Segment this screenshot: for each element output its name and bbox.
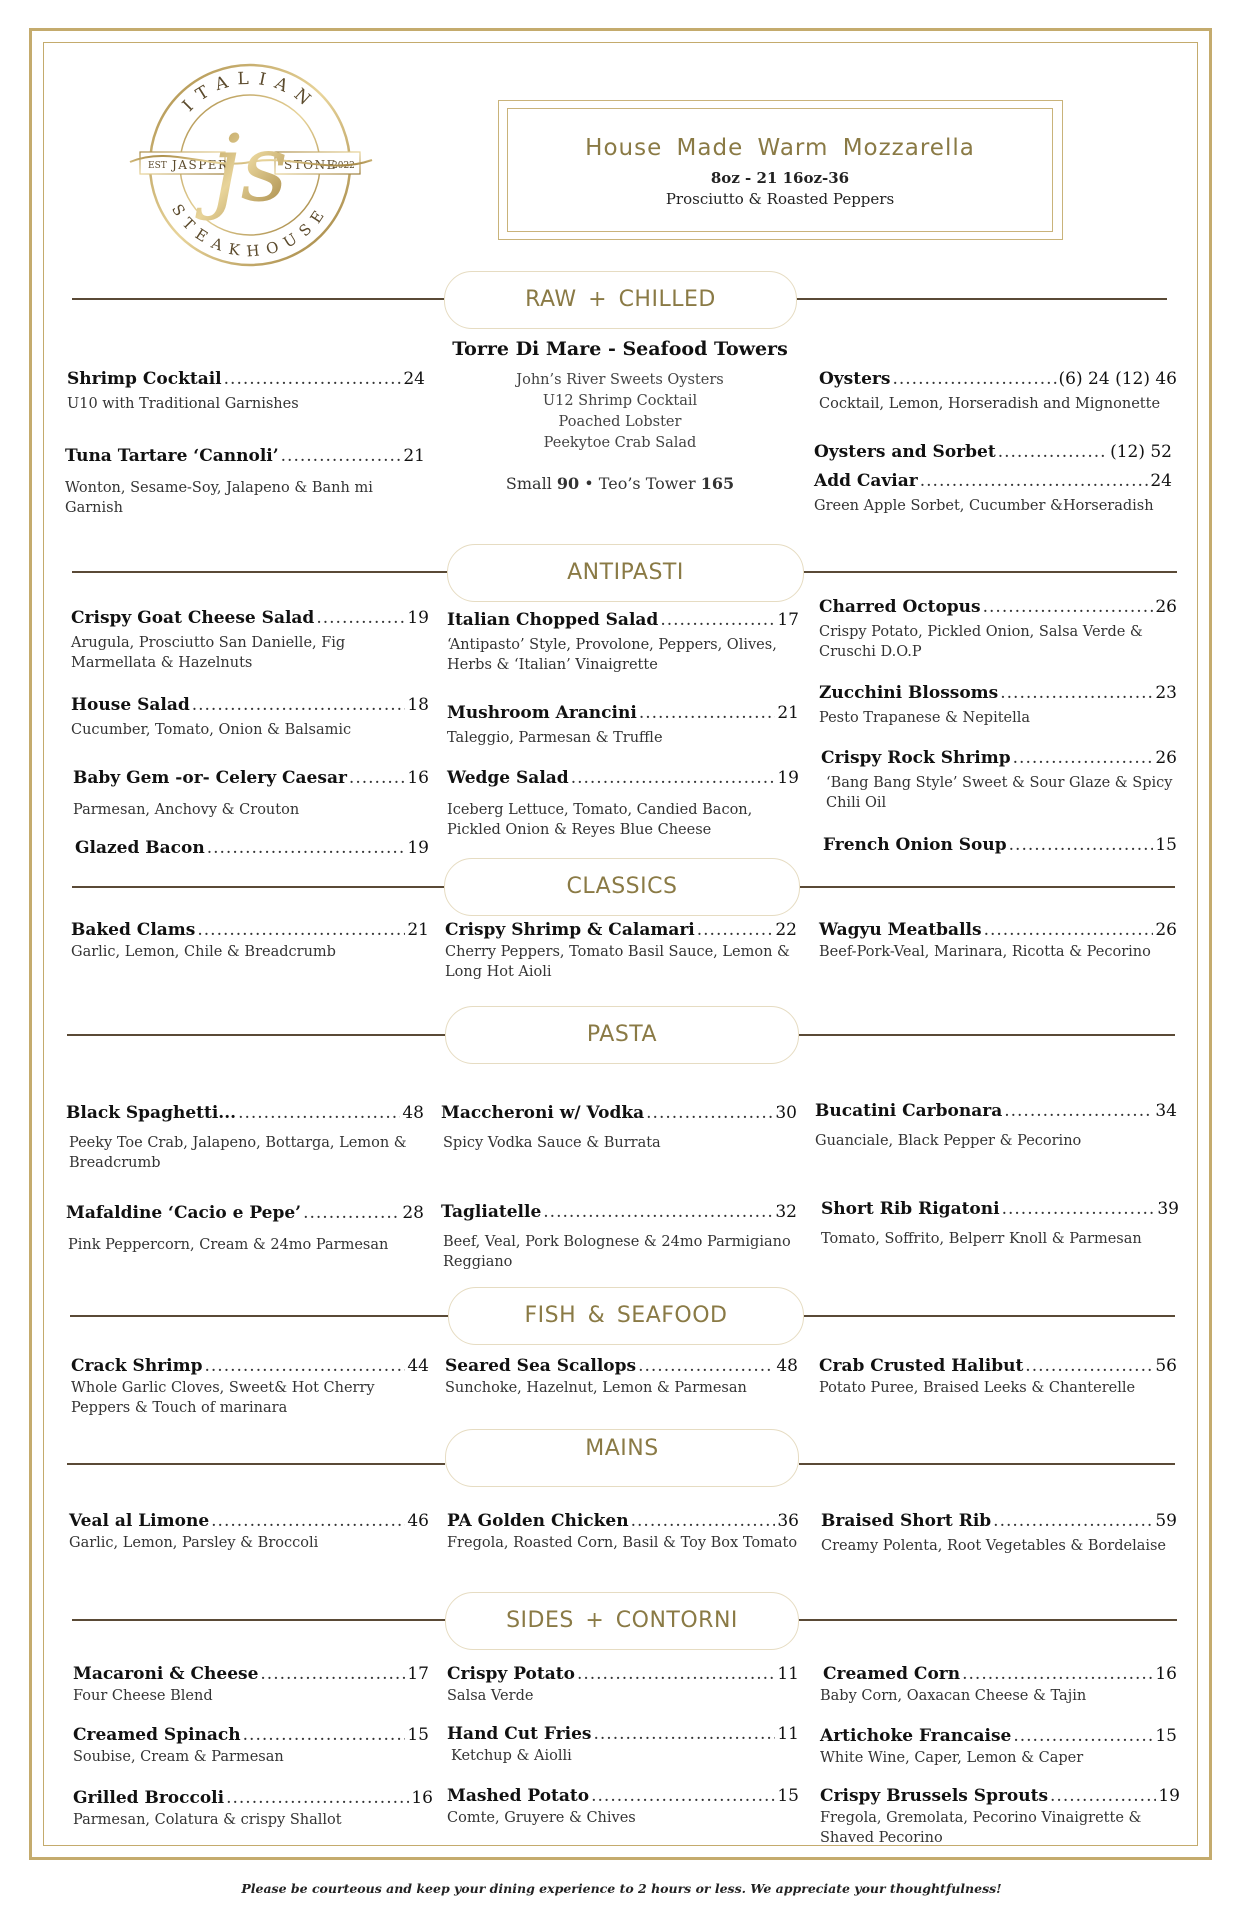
menu-item-tuna-tartare <box>65 446 425 519</box>
item-description: Soubise, Cream & Parmesan <box>73 1749 284 1765</box>
menu-item-oysters <box>819 369 1177 414</box>
item-description: Parmesan, Anchovy & Crouton <box>73 802 300 818</box>
item-name: Wagyu Meatballs <box>819 920 982 940</box>
item-description: Pink Peppercorn, Cream & 24mo Parmesan <box>68 1237 389 1253</box>
tower-item: U12 Shrimp Cocktail <box>542 393 698 410</box>
item-price: 48 <box>402 1103 424 1123</box>
item-price: 59 <box>1155 1511 1177 1531</box>
menu-item-wedge-salad <box>447 768 799 841</box>
item-name: Add Caviar <box>814 471 918 491</box>
section-rule <box>798 886 1175 888</box>
tower-separator: • <box>584 474 594 494</box>
item-description: Crispy Potato, Pickled Onion, Salsa Verde & Cruschi D.O.P <box>819 624 1143 661</box>
item-description: Cherry Peppers, Tomato Basil Sauce, Lemon & Long Hot Aioli <box>445 944 790 981</box>
item-price: 48 <box>776 1356 798 1376</box>
section-sides: SIDES + CONTORNI <box>445 1592 799 1650</box>
item-price: 22 <box>775 920 797 940</box>
item-name: Wedge Salad <box>447 768 569 788</box>
menu-item-black-spaghetti <box>66 1103 424 1174</box>
menu-item-charred-octopus <box>819 597 1177 663</box>
item-name: Mafaldine ‘Cacio e Pepe’ <box>66 1203 302 1223</box>
menu-item-golden-chicken <box>447 1511 799 1553</box>
item-price: 46 <box>407 1511 429 1531</box>
item-price: 17 <box>777 610 799 630</box>
item-price: 28 <box>402 1203 424 1223</box>
section-rule <box>72 298 444 300</box>
item-name: Maccheroni w/ Vodka <box>441 1103 645 1123</box>
svg-text:ITALIAN <box>179 69 321 116</box>
menu-item-crispy-potato <box>447 1664 799 1706</box>
seafood-tower <box>440 338 800 493</box>
footer-note: Please be courteous and keep your dining experience to 2 hours or less. We appreciate your thoughtfulness! <box>241 1881 1002 1896</box>
item-name: Glazed Bacon <box>75 838 205 858</box>
tower-item: Peekytoe Crab Salad <box>543 435 697 452</box>
section-rule <box>70 1315 448 1317</box>
menu-item-mashed-potato <box>447 1786 799 1828</box>
item-description: Comte, Gruyere & Chives <box>447 1810 636 1826</box>
item-price: 15 <box>777 1786 799 1806</box>
item-price: 15 <box>407 1725 429 1745</box>
section-rule <box>67 1463 445 1465</box>
menu-item-short-rib-rigatoni <box>821 1199 1179 1249</box>
menu-item-shrimp-cocktail <box>67 369 425 414</box>
item-name: Zucchini Blossoms <box>819 683 999 703</box>
section-rule <box>72 886 444 888</box>
item-name: Mushroom Arancini <box>447 703 637 723</box>
item-description: ‘Bang Bang Style’ Sweet & Sour Glaze & Spicy Chili Oil <box>826 775 1173 812</box>
logo-emblem <box>110 50 390 290</box>
section-raw-chilled: RAW + CHILLED <box>444 271 797 329</box>
item-price: (12) 52 <box>1110 442 1172 462</box>
item-name: Baby Gem -or- Celery Caesar <box>73 768 347 788</box>
item-price: 19 <box>407 608 429 628</box>
logo-monogram: js <box>212 115 288 222</box>
item-description: Peeky Toe Crab, Jalapeno, Bottarga, Lemon & Breadcrumb <box>69 1135 407 1172</box>
section-fish-seafood: FISH & SEAFOOD <box>448 1287 804 1345</box>
menu-item-arancini <box>447 703 799 748</box>
tower-small-label: Small <box>505 474 552 494</box>
item-description: Ketchup & Aiolli <box>451 1748 572 1764</box>
menu-item-baked-clams <box>71 920 429 962</box>
item-description: Cocktail, Lemon, Horseradish and Mignonette <box>819 396 1161 412</box>
item-price: 19 <box>1158 1786 1180 1806</box>
tower-large-price: 165 <box>700 474 735 494</box>
item-price: 21 <box>403 446 425 466</box>
item-name: Creamed Corn <box>823 1664 961 1684</box>
item-description: Potato Puree, Braised Leeks & Chanterelle <box>819 1380 1136 1396</box>
menu-item-creamed-spinach <box>73 1725 429 1767</box>
menu-item-veal-limone <box>69 1511 429 1553</box>
section-rule <box>797 1619 1177 1621</box>
menu-item-grilled-broccoli <box>73 1788 433 1830</box>
item-name: Crispy Goat Cheese Salad <box>71 608 315 628</box>
item-name: House Salad <box>71 695 190 715</box>
item-price: 16 <box>1155 1664 1177 1684</box>
item-name: Baked Clams <box>71 920 196 940</box>
tower-item: Poached Lobster <box>558 414 682 431</box>
item-description: Parmesan, Colatura & crispy Shallot <box>73 1812 342 1828</box>
section-rule <box>797 1034 1175 1036</box>
feature-price: 8oz - 21 16oz-36 <box>710 169 850 187</box>
item-price: (6) 24 (12) 46 <box>1058 369 1177 389</box>
section-rule <box>67 1034 445 1036</box>
item-description: U10 with Traditional Garnishes <box>67 396 299 412</box>
item-price: 26 <box>1155 597 1177 617</box>
tower-small-price: 90 <box>556 474 580 494</box>
item-price: 16 <box>407 768 429 788</box>
logo-top-text: ITALIAN <box>178 68 321 116</box>
item-description: White Wine, Caper, Lemon & Caper <box>820 1750 1084 1766</box>
item-name: Crack Shrimp <box>71 1356 203 1376</box>
menu-item-vodka <box>441 1103 797 1153</box>
item-name: Hand Cut Fries <box>447 1724 592 1744</box>
menu-item-braised-short-rib <box>821 1511 1177 1556</box>
item-price: 32 <box>775 1202 797 1222</box>
item-price: 34 <box>1155 1101 1177 1121</box>
section-classics: CLASSICS <box>444 858 800 916</box>
item-description: Wonton, Sesame-Soy, Jalapeno & Banh mi Garnish <box>65 480 373 517</box>
item-description: Salsa Verde <box>447 1688 534 1704</box>
menu-item-mafaldine <box>66 1203 424 1255</box>
item-price: 21 <box>777 703 799 723</box>
item-description: Sunchoke, Hazelnut, Lemon & Parmesan <box>445 1380 747 1396</box>
menu-item-house-salad <box>71 695 429 740</box>
tower-item: John’s River Sweets Oysters <box>516 372 724 388</box>
item-name: Tuna Tartare ‘Cannoli’ <box>65 446 279 466</box>
item-description: Creamy Polenta, Root Vegetables & Bordelaise <box>821 1538 1167 1554</box>
item-price: 21 <box>407 920 429 940</box>
tower-large-label: Teo’s Tower <box>598 474 696 494</box>
section-rule <box>72 571 447 573</box>
item-price: 24 <box>403 369 425 389</box>
item-name: Black Spaghetti... <box>66 1103 237 1123</box>
menu-item-french-onion-soup <box>823 835 1177 855</box>
item-price: 11 <box>777 1724 799 1744</box>
item-description: Tomato, Soffrito, Belperr Knoll & Parmesan <box>821 1231 1142 1247</box>
menu-item-hand-cut-fries <box>447 1724 799 1766</box>
item-price: 23 <box>1155 683 1177 703</box>
item-name: Crispy Rock Shrimp <box>821 748 1011 768</box>
menu-item-goat-cheese-salad <box>71 608 429 674</box>
item-name: Shrimp Cocktail <box>67 369 222 389</box>
item-description: Baby Corn, Oaxacan Cheese & Tajin <box>820 1688 1087 1704</box>
item-name: Veal al Limone <box>69 1511 210 1531</box>
section-mains: MAINS <box>445 1429 799 1487</box>
item-price: 56 <box>1155 1356 1177 1376</box>
menu-item-wagyu-meatballs <box>819 920 1177 962</box>
item-price: 39 <box>1157 1199 1179 1219</box>
item-name: Tagliatelle <box>441 1202 542 1222</box>
restaurant-logo <box>110 50 390 290</box>
item-price: 26 <box>1155 920 1177 940</box>
item-description: Pesto Trapanese & Nepitella <box>819 710 1031 726</box>
item-description: ‘Antipasto’ Style, Provolone, Peppers, Olives, Herbs & ‘Italian’ Vinaigrette <box>447 637 777 674</box>
section-rule <box>799 1463 1175 1465</box>
section-pasta: PASTA <box>445 1006 799 1064</box>
menu-item-crack-shrimp <box>71 1356 429 1419</box>
item-price: 16 <box>411 1788 433 1808</box>
menu-item-mac-cheese <box>73 1664 429 1706</box>
item-description: Beef, Veal, Pork Bolognese & 24mo Parmigiano Reggiano <box>443 1234 791 1271</box>
logo-bottom-text: STEAKHOUSE <box>167 200 333 261</box>
feature-title: House Made Warm Mozzarella <box>585 135 975 161</box>
logo-right-text: STONE <box>284 158 337 172</box>
item-name: French Onion Soup <box>823 835 1007 855</box>
item-description: Iceberg Lettuce, Tomato, Candied Bacon, Pickled Onion & Reyes Blue Cheese <box>447 802 753 839</box>
item-description: Garlic, Lemon, Chile & Breadcrumb <box>71 944 336 960</box>
tower-title: Torre Di Mare - Seafood Towers <box>452 338 788 360</box>
item-price: 19 <box>407 838 429 858</box>
item-price: 11 <box>777 1664 799 1684</box>
item-name: PA Golden Chicken <box>447 1511 629 1531</box>
item-name: Macaroni & Cheese <box>73 1664 259 1684</box>
item-name: Mashed Potato <box>447 1786 590 1806</box>
feature-description: Prosciutto & Roasted Peppers <box>665 190 895 208</box>
item-name: Oysters <box>819 369 891 389</box>
item-name: Italian Chopped Salad <box>447 610 659 630</box>
item-name: Creamed Spinach <box>73 1725 241 1745</box>
menu-item-add-caviar <box>814 471 1172 516</box>
menu-item-brussels-sprouts <box>820 1786 1180 1849</box>
item-price: 44 <box>407 1356 429 1376</box>
item-description: Fregola, Gremolata, Pecorino Vinaigrette & Shaved Pecorino <box>820 1810 1142 1847</box>
item-description: Taleggio, Parmesan & Truffle <box>447 730 663 746</box>
menu-item-zucchini-blossoms <box>819 683 1177 728</box>
item-price: 30 <box>775 1103 797 1123</box>
item-description: Green Apple Sorbet, Cucumber &Horseradish <box>814 498 1154 514</box>
section-rule <box>802 1315 1175 1317</box>
menu-item-rock-shrimp <box>821 748 1177 814</box>
logo-est: EST <box>148 161 167 171</box>
menu-item-carbonara <box>815 1101 1177 1151</box>
item-description: Guanciale, Black Pepper & Pecorino <box>815 1133 1082 1149</box>
menu-item-tagliatelle <box>441 1202 797 1273</box>
item-name: Artichoke Francaise <box>820 1726 1012 1746</box>
item-price: 15 <box>1155 835 1177 855</box>
item-name: Crispy Shrimp & Calamari <box>445 920 695 940</box>
item-price: 18 <box>407 695 429 715</box>
item-name: Braised Short Rib <box>821 1511 992 1531</box>
item-price: 17 <box>407 1664 429 1684</box>
menu-item-glazed-bacon <box>75 838 429 858</box>
menu-item-shrimp-calamari <box>445 920 797 983</box>
tower-prices <box>440 474 800 493</box>
menu-item-creamed-corn <box>820 1664 1177 1706</box>
item-price: 36 <box>777 1511 799 1531</box>
item-description: Cucumber, Tomato, Onion & Balsamic <box>71 722 352 738</box>
item-price: 24 <box>1150 471 1172 491</box>
item-name: Bucatini Carbonara <box>815 1101 1003 1121</box>
section-rule <box>795 298 1167 300</box>
item-name: Charred Octopus <box>819 597 981 617</box>
section-rule <box>72 1619 445 1621</box>
item-name: Crispy Brussels Sprouts <box>820 1786 1049 1806</box>
item-description: Arugula, Prosciutto San Danielle, Fig Marmellata & Hazelnuts <box>71 635 346 672</box>
menu-item-halibut <box>819 1356 1177 1398</box>
menu-item-sea-scallops <box>445 1356 798 1398</box>
logo-year: 2022 <box>332 161 355 171</box>
item-name: Short Rib Rigatoni <box>821 1199 1000 1219</box>
logo-left-text: JASPER <box>172 158 229 172</box>
item-price: 19 <box>777 768 799 788</box>
item-description: Four Cheese Blend <box>73 1688 213 1704</box>
section-rule <box>802 571 1177 573</box>
item-price: 15 <box>1155 1726 1177 1746</box>
item-description: Beef-Pork-Veal, Marinara, Ricotta & Pecorino <box>819 944 1151 960</box>
item-name: Oysters and Sorbet <box>814 442 996 462</box>
item-description: Fregola, Roasted Corn, Basil & Toy Box Tomato <box>447 1535 798 1551</box>
item-description: Garlic, Lemon, Parsley & Broccoli <box>69 1535 319 1551</box>
item-name: Crispy Potato <box>447 1664 575 1684</box>
menu-item-caesar <box>73 768 429 820</box>
menu-item-oysters-sorbet <box>814 442 1172 462</box>
item-description: Whole Garlic Cloves, Sweet& Hot Cherry Peppers & Touch of marinara <box>71 1380 375 1417</box>
section-antipasti: ANTIPASTI <box>447 544 804 602</box>
item-price: 26 <box>1155 748 1177 768</box>
menu-item-artichoke <box>820 1726 1177 1768</box>
feature-box <box>507 108 1053 232</box>
item-name: Grilled Broccoli <box>73 1788 225 1808</box>
item-description: Spicy Vodka Sauce & Burrata <box>443 1135 661 1151</box>
item-name: Crab Crusted Halibut <box>819 1356 1024 1376</box>
item-name: Seared Sea Scallops <box>445 1356 637 1376</box>
tower-items <box>440 370 800 454</box>
menu-item-chopped-salad <box>447 610 799 676</box>
